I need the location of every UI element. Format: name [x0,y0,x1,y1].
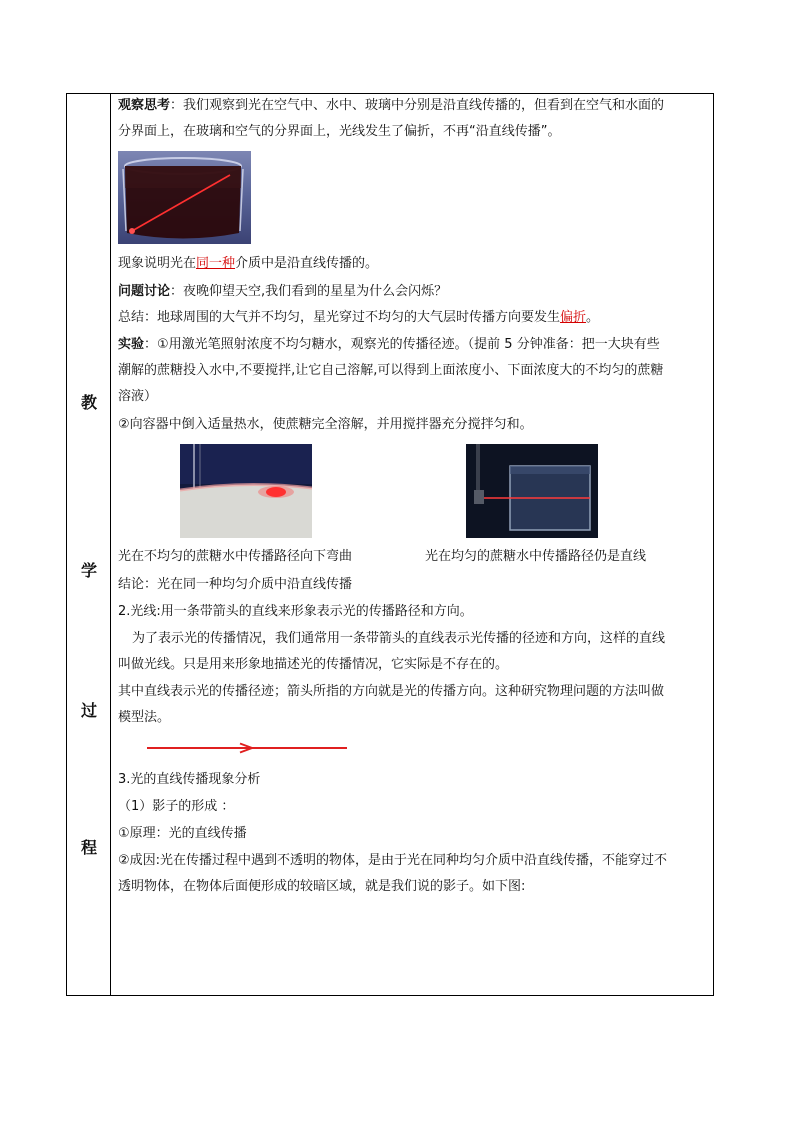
light-ray-definition: 2.光线:用一条带箭头的直线来形象表示光的传播路径和方向。 [118,604,473,619]
phenomenon-line [118,255,378,273]
discussion-text: ：夜晚仰望天空,我们看到的星星为什么会闪烁？ [170,284,448,299]
experiment-line-1 [118,336,660,354]
summary-text-start: 总结：地球周围的大气并不均匀，星光穿过不均匀的大气层时传播方向要发生 [118,310,561,325]
shadow-cause-line-2: 透明物体，在物体后面便形成的较暗区域，就是我们说的影子。如下图: [118,879,526,894]
uniform-sugar-water-photo [466,444,598,538]
content-cell [111,94,713,995]
shadow-heading: （1）影子的形成 ： [118,799,235,814]
experiment-label: 实验 [118,337,145,352]
uneven-sugar-water-illustration [180,444,312,538]
side-char-3: 过 [80,701,97,720]
observe-label: 观察思考 [118,98,171,113]
caption-right: 光在均匀的蔗糖水中传播路径仍是直线 [425,549,647,564]
phenomenon-text-start: 现象说明光在 [118,256,197,271]
section-3-heading: 3.光的直线传播现象分析 [118,772,261,787]
beaker-laser-illustration [118,151,251,244]
observe-text-1: ：我们观察到光在空气中、水中、玻璃中分别是沿直线传播的，但看到在空气和水面的 [170,98,665,113]
model-method-line-2: 模型法。 [118,710,171,725]
phenomenon-text-end: 介质中是沿直线传播的。 [235,256,379,271]
caption-left: 光在不均匀的蔗糖水中传播路径向下弯曲 [118,549,353,564]
shadow-cause-line-1: ②成因:光在传播过程中遇到不透明的物体，是由于光在同种均匀介质中沿直线传播，不能穿过不 [118,853,668,868]
side-char-2: 学 [80,561,97,580]
summary-text-end: 。 [586,310,600,325]
section-label-column [67,94,111,995]
side-char-1: 教 [80,393,97,412]
experiment-step-2: ②向容器中倒入适量热水，使蔗糖完全溶解，并用搅拌器充分搅拌匀和。 [118,417,533,432]
observe-line-2: 分界面上，在玻璃和空气的分界面上，光线发生了偏折，不再“沿直线传播”。 [118,124,561,139]
summary-highlight: 偏折 [560,310,587,325]
light-ray-arrow-icon [145,742,349,754]
uniform-sugar-water-illustration [466,444,598,538]
side-char-4: 程 [80,838,97,857]
conclusion-line: 结论：光在同一种均匀介质中沿直线传播 [118,577,353,592]
shadow-principle: ①原理：光的直线传播 [118,826,247,841]
discussion-label: 问题讨论 [118,284,171,299]
summary-line [118,309,599,327]
experiment-line-3: 溶液） [118,389,158,404]
experiment-text-1: ：①用激光笔照射浓度不均匀糖水，观察光的传播径迹。（提前 5 分钟准备：把一大块有些 [144,337,660,352]
model-method-line-1: 其中直线表示光的传播径迹；箭头所指的方向就是光的传播方向。这种研究物理问题的方法叫做 [118,684,665,699]
light-ray-explanation-1: 为了表示光的传播情况，我们通常用一条带箭头的直线表示光传播的径迹和方向，这样的直线 [132,631,666,646]
discussion-line [118,283,447,301]
light-ray-explanation-2: 叫做光线。只是用来形象地描述光的传播情况，它实际是不存在的。 [118,657,509,672]
observe-line-1 [118,97,664,115]
experiment-line-2: 潮解的蔗糖投入水中,不要搅拌,让它自己溶解,可以得到上面浓度小、下面浓度大的不均匀的蔗糖 [118,363,664,378]
beaker-laser-photo [118,151,251,244]
lesson-table [66,93,714,996]
uneven-sugar-water-photo [180,444,312,538]
phenomenon-highlight: 同一种 [196,256,236,271]
